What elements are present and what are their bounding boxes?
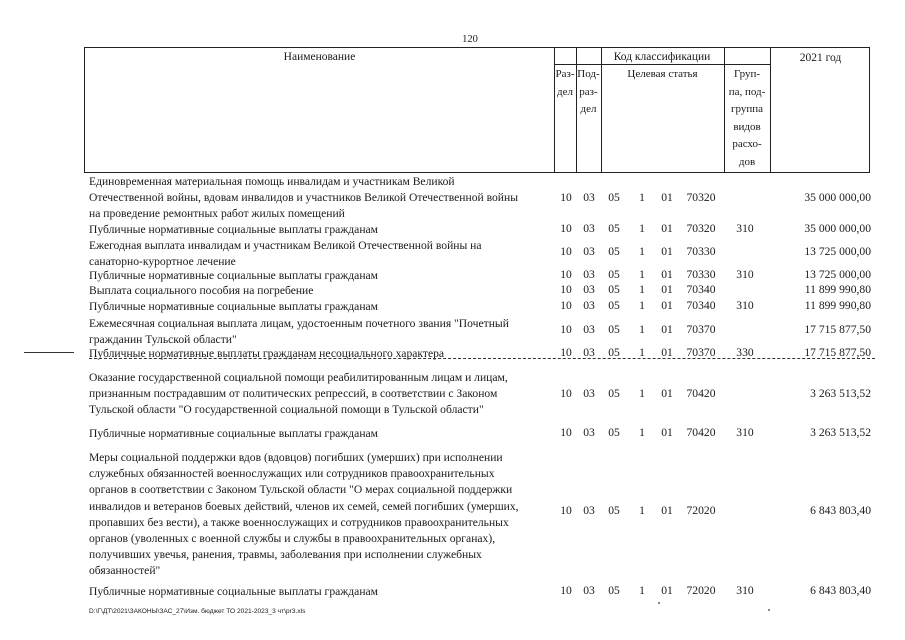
code-subprogram: 1 [639, 426, 645, 439]
code-razdel: 10 [560, 245, 572, 258]
code-main-event: 01 [661, 504, 673, 517]
code-razdel: 10 [560, 584, 572, 597]
code-program: 05 [608, 504, 620, 517]
row-amount: 35 000 000,00 [804, 191, 871, 204]
code-subprogram: 1 [639, 323, 645, 336]
code-direction: 70320 [686, 222, 716, 235]
row-name-line: Меры социальной поддержки вдов (вдовцов) погибших (умерших) при исполнении [89, 451, 503, 464]
row-name-line: Ежемесячная социальная выплата лицам, удостоенным почетного звания "Почетный [89, 317, 509, 330]
row-name [89, 370, 537, 419]
code-main-event: 01 [661, 222, 673, 235]
code-main-event: 01 [661, 191, 673, 204]
code-main-event: 01 [661, 245, 673, 258]
code-subprogram: 1 [639, 268, 645, 281]
row-name [89, 268, 537, 284]
scan-dot [768, 609, 770, 611]
header-vr: Груп- па, под- группа видов расхо- дов [728, 68, 766, 168]
row-amount: 11 899 990,80 [804, 299, 871, 312]
code-subprogram: 1 [639, 584, 645, 597]
row-name-line: органов в соответствии с Законом Тульской области "О мерах социальной поддержки [89, 483, 513, 497]
code-podrazdel: 03 [583, 283, 595, 296]
row-name [89, 316, 537, 348]
header-razdel: Раз- дел [555, 68, 575, 98]
row-amount: 3 263 513,52 [810, 387, 871, 400]
code-podrazdel: 03 [583, 299, 595, 312]
code-subprogram: 1 [639, 222, 645, 235]
code-subprogram: 1 [639, 504, 645, 517]
code-razdel: 10 [560, 283, 572, 296]
code-razdel: 10 [560, 268, 572, 281]
code-main-event: 01 [661, 283, 673, 296]
row-name [89, 299, 537, 315]
code-podrazdel: 03 [583, 346, 595, 359]
code-subprogram: 1 [639, 346, 645, 359]
scan-dot [658, 602, 660, 604]
row-amount: 17 715 877,50 [804, 323, 871, 336]
code-direction: 70420 [686, 387, 716, 400]
code-expense-type: 310 [736, 299, 754, 312]
code-razdel: 10 [560, 222, 572, 235]
row-name-line: Публичные нормативные социальные выплаты гражданам [89, 300, 378, 313]
margin-mark [24, 352, 74, 353]
page-number: 120 [462, 34, 478, 45]
row-name [89, 450, 537, 580]
row-name-line: Единовременная материальная помощь инвалидам и участникам Великой [89, 175, 455, 188]
code-program: 05 [608, 426, 620, 439]
code-subprogram: 1 [639, 191, 645, 204]
row-name [89, 346, 537, 362]
code-program: 05 [608, 191, 620, 204]
row-name-line: инвалидов и ветеранов боевых действий, членов их семей, семей погибших (умерших, [89, 499, 519, 513]
code-program: 05 [608, 584, 620, 597]
code-subprogram: 1 [639, 299, 645, 312]
code-podrazdel: 03 [583, 387, 595, 400]
code-direction: 70340 [686, 299, 716, 312]
row-amount: 13 725 000,00 [804, 268, 871, 281]
row-amount: 6 843 803,40 [810, 584, 871, 597]
row-name-line: Публичные нормативные социальные выплаты гражданам [89, 223, 378, 236]
code-program: 05 [608, 323, 620, 336]
code-direction: 70370 [686, 323, 716, 336]
row-name [89, 584, 537, 600]
code-program: 05 [608, 222, 620, 235]
header-celevaya: Целевая статья [627, 68, 698, 80]
code-razdel: 10 [560, 299, 572, 312]
code-main-event: 01 [661, 268, 673, 281]
row-name-line: служебных обязанностей военнослужащих или сотрудников правоохранительных [89, 467, 495, 481]
code-direction: 70420 [686, 426, 716, 439]
row-name-line: Оказание государственной социальной помощи реабилитированным лицам и лицам, [89, 371, 508, 384]
code-razdel: 10 [560, 346, 572, 359]
row-name-line: пропавших без вести), а также военнослужащих и сотрудников правоохранительных [89, 515, 509, 529]
code-podrazdel: 03 [583, 504, 595, 517]
code-program: 05 [608, 268, 620, 281]
row-amount: 13 725 000,00 [804, 245, 871, 258]
code-razdel: 10 [560, 426, 572, 439]
row-name-line: Публичные нормативные социальные выплаты гражданам [89, 269, 378, 282]
code-expense-type: 310 [736, 268, 754, 281]
row-amount: 6 843 803,40 [810, 504, 871, 517]
row-name [89, 222, 537, 238]
header-name: Наименование [283, 51, 356, 63]
row-name-line: на проведение ремонтных работ жилых помещений [89, 207, 345, 221]
row-amount: 3 263 513,52 [810, 426, 871, 439]
table-header [84, 47, 870, 173]
row-amount: 11 899 990,80 [804, 283, 871, 296]
row-name [89, 426, 537, 442]
code-podrazdel: 03 [583, 191, 595, 204]
code-program: 05 [608, 387, 620, 400]
row-amount: 17 715 877,50 [804, 346, 871, 359]
row-divider [89, 358, 875, 359]
row-name-line: Ежегодная выплата инвалидам и участникам Великой Отечественной войны на [89, 239, 482, 252]
code-main-event: 01 [661, 299, 673, 312]
code-direction: 70370 [686, 346, 716, 359]
code-direction: 70330 [686, 268, 716, 281]
code-razdel: 10 [560, 191, 572, 204]
code-podrazdel: 03 [583, 245, 595, 258]
row-name-line: Публичные нормативные социальные выплаты гражданам [89, 427, 378, 440]
row-name-line: санаторно-курортное лечение [89, 255, 236, 269]
row-name-line: получивших увечья, ранения, травмы, заболевания при исполнении служебных [89, 548, 482, 562]
code-direction: 70330 [686, 245, 716, 258]
row-name [89, 283, 537, 299]
code-expense-type: 330 [736, 346, 754, 359]
code-program: 05 [608, 346, 620, 359]
code-direction: 72020 [686, 584, 716, 597]
row-name-line: органов (уволенных с военной службы и службы в правоохранительных органах), [89, 532, 496, 546]
code-program: 05 [608, 245, 620, 258]
code-podrazdel: 03 [583, 268, 595, 281]
row-name-line: гражданин Тульской области" [89, 333, 237, 347]
code-main-event: 01 [661, 426, 673, 439]
header-podrazdel: Под- раз- дел [577, 68, 600, 115]
code-expense-type: 310 [736, 584, 754, 597]
row-name-line: Публичные нормативные выплаты гражданам несоциального характера [89, 347, 445, 360]
code-program: 05 [608, 283, 620, 296]
file-path-footer: D:\Г\ДТ\2021\ЗАКОНЫ\ЗАС_27\Изм. бюджет ТО 2021-2023_3 чт\pr3.xls [89, 608, 306, 615]
code-razdel: 10 [560, 323, 572, 336]
code-podrazdel: 03 [583, 323, 595, 336]
row-name-line: обязанностей" [89, 564, 161, 578]
row-name-line: Выплата социального пособия на погребение [89, 284, 314, 297]
code-subprogram: 1 [639, 283, 645, 296]
row-name-line: Публичные нормативные социальные выплаты гражданам [89, 585, 378, 598]
code-direction: 72020 [686, 504, 716, 517]
code-razdel: 10 [560, 504, 572, 517]
row-name-line: Отечественной войны, вдовам инвалидов и участников Великой Отечественной войны [89, 191, 518, 205]
code-main-event: 01 [661, 584, 673, 597]
header-code-group: Код классификации [613, 51, 711, 63]
code-podrazdel: 03 [583, 222, 595, 235]
row-amount: 35 000 000,00 [804, 222, 871, 235]
code-program: 05 [608, 299, 620, 312]
code-main-event: 01 [661, 346, 673, 359]
code-subprogram: 1 [639, 245, 645, 258]
code-main-event: 01 [661, 323, 673, 336]
code-main-event: 01 [661, 387, 673, 400]
code-expense-type: 310 [736, 222, 754, 235]
row-name-line: признанным пострадавшим от политических репрессий, в соответствии с Законом [89, 387, 498, 401]
code-podrazdel: 03 [583, 426, 595, 439]
code-subprogram: 1 [639, 387, 645, 400]
header-year: 2021 год [799, 52, 842, 64]
row-name [89, 238, 537, 270]
code-expense-type: 310 [736, 426, 754, 439]
code-direction: 70340 [686, 283, 716, 296]
row-name-line: Тульской области "О государственной социальной помощи в Тульской области" [89, 403, 484, 417]
code-direction: 70320 [686, 191, 716, 204]
code-razdel: 10 [560, 387, 572, 400]
code-podrazdel: 03 [583, 584, 595, 597]
row-name [89, 174, 537, 223]
